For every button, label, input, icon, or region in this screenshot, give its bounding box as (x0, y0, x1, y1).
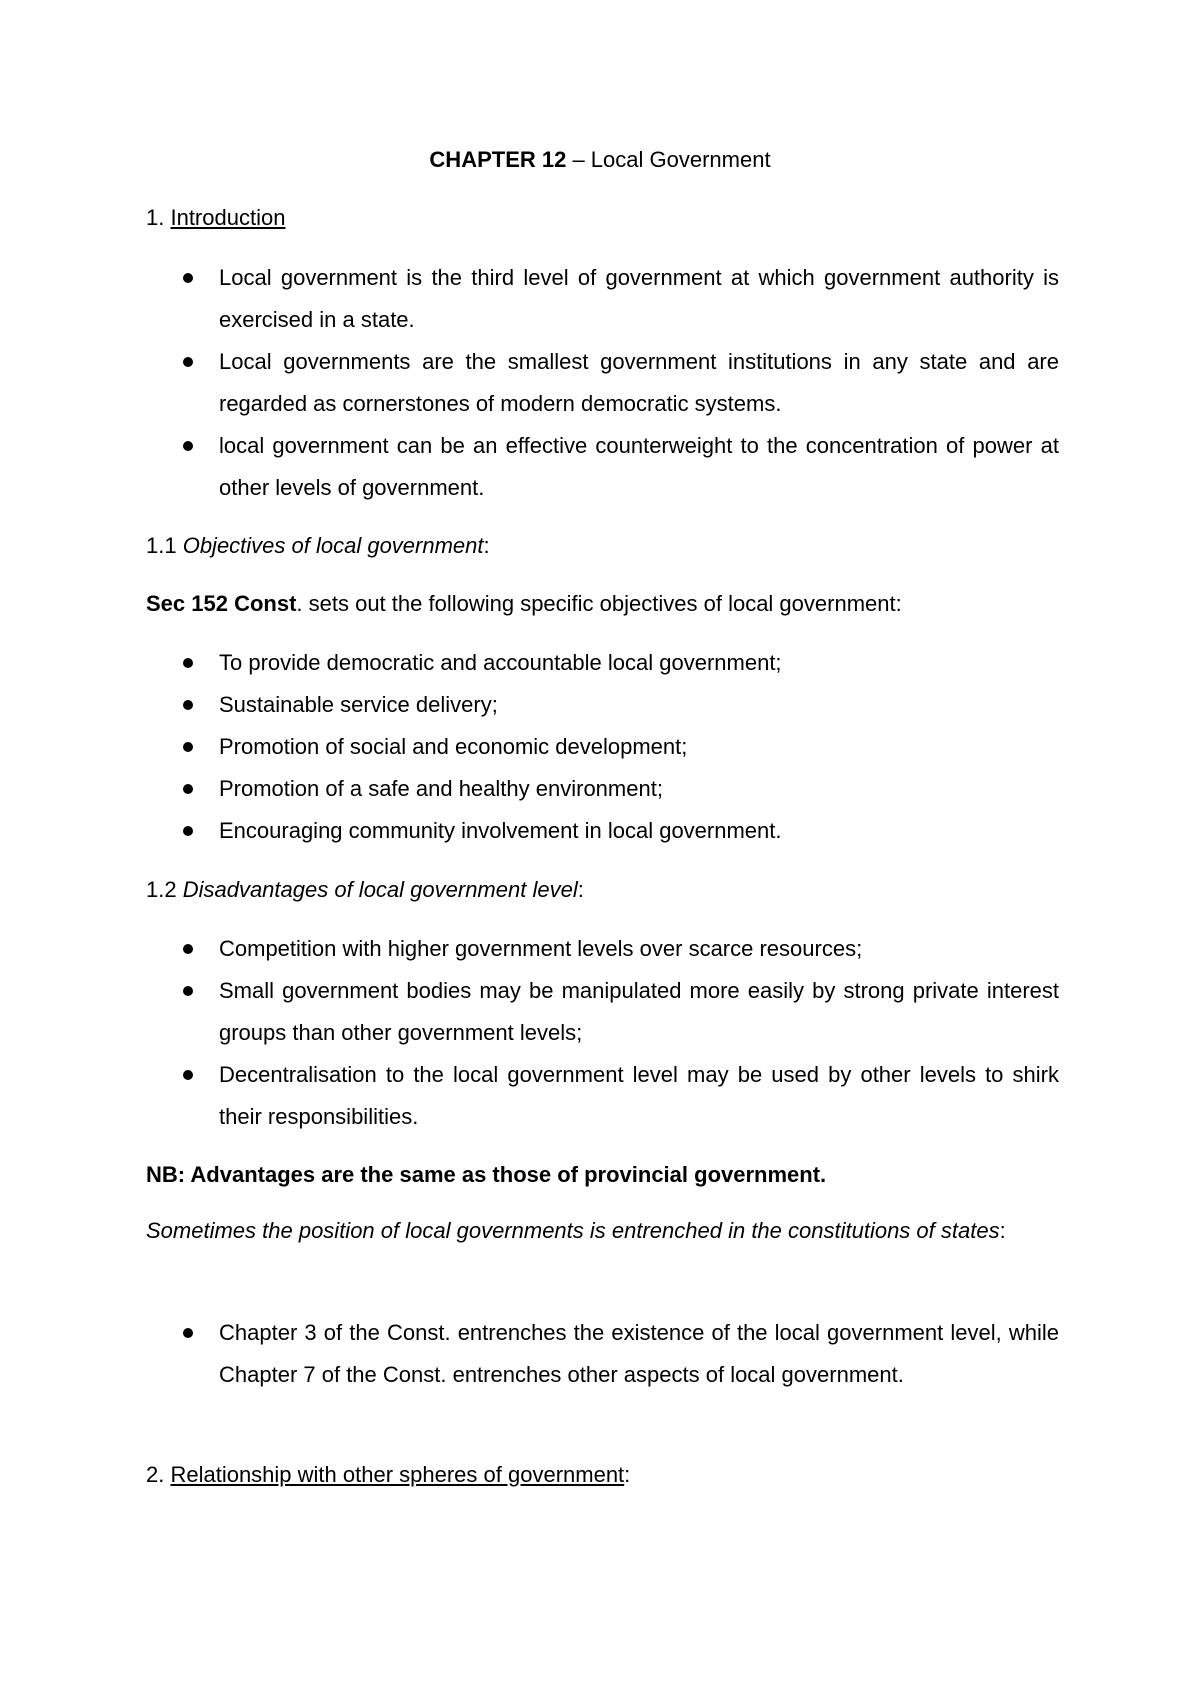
list-item: Chapter 3 of the Const. entrenches the existence of the local government level, while Chapter 7 of the Const. entrenches other aspects of local government. (219, 1320, 1059, 1387)
section-2-colon: : (624, 1462, 631, 1487)
list-item: Small government bodies may be manipulated more easily by strong private interest groups than other government levels; (219, 978, 1059, 1045)
bullet-icon (183, 1328, 193, 1338)
chapter-title-rest: – Local Government (566, 147, 771, 172)
section-1-1-title: Objectives of local government (182, 533, 484, 558)
section-1-title: Introduction (170, 205, 286, 230)
section-2-heading (146, 1462, 630, 1488)
section-1-1-colon: : (483, 533, 490, 558)
list-item: Sustainable service delivery; (219, 692, 498, 717)
bullet-icon (183, 441, 193, 451)
nb-note: NB: Advantages are the same as those of provincial government. (146, 1162, 827, 1187)
bullet-icon (183, 826, 193, 836)
list-item: Promotion of social and economic development; (219, 734, 688, 759)
chapter-title (0, 147, 1200, 173)
entrenched-italic: Sometimes the position of local governments is entrenched in the constitutions of states (146, 1218, 1000, 1243)
section-1-1-heading (146, 533, 490, 559)
bullet-icon (183, 944, 193, 954)
sec152-bold: Sec 152 Const (146, 591, 297, 616)
sec152-paragraph (146, 591, 902, 617)
list-item: Encouraging community involvement in local government. (219, 818, 782, 843)
list-item: Local government is the third level of government at which government authority is exercised in a state. (219, 265, 1059, 332)
section-2-title: Relationship with other spheres of government (170, 1462, 625, 1487)
list-item: Local governments are the smallest government institutions in any state and are regarded as cornerstones of modern democratic systems. (219, 349, 1059, 416)
section-1-1-number: 1.1 (146, 533, 183, 558)
list-item: Competition with higher government levels over scarce resources; (219, 936, 863, 961)
section-1-number: 1. (146, 205, 171, 230)
section-1-2-colon: : (577, 877, 584, 902)
bullet-icon (183, 742, 193, 752)
list-item: To provide democratic and accountable local government; (219, 650, 782, 675)
section-1-2-number: 1.2 (146, 877, 183, 902)
sec152-rest: . sets out the following specific objectives of local government: (296, 591, 902, 616)
bullet-icon (183, 1070, 193, 1080)
list-item: Promotion of a safe and healthy environment; (219, 776, 663, 801)
bullet-icon (183, 986, 193, 996)
bullet-icon (183, 658, 193, 668)
section-1-2-title: Disadvantages of local government level (182, 877, 578, 902)
section-2-number: 2. (146, 1462, 171, 1487)
list-item: Decentralisation to the local government level may be used by other levels to shirk their responsibilities. (219, 1062, 1059, 1129)
bullet-icon (183, 357, 193, 367)
bullet-icon (183, 700, 193, 710)
section-1-heading (146, 205, 285, 231)
entrenched-colon: : (999, 1218, 1006, 1243)
chapter-title-bold: CHAPTER 12 (429, 147, 567, 172)
bullet-icon (183, 273, 193, 283)
list-item: local government can be an effective counterweight to the concentration of power at other levels of government. (219, 433, 1059, 500)
entrenched-paragraph (146, 1210, 1059, 1252)
section-1-2-heading (146, 877, 584, 903)
bullet-icon (183, 784, 193, 794)
